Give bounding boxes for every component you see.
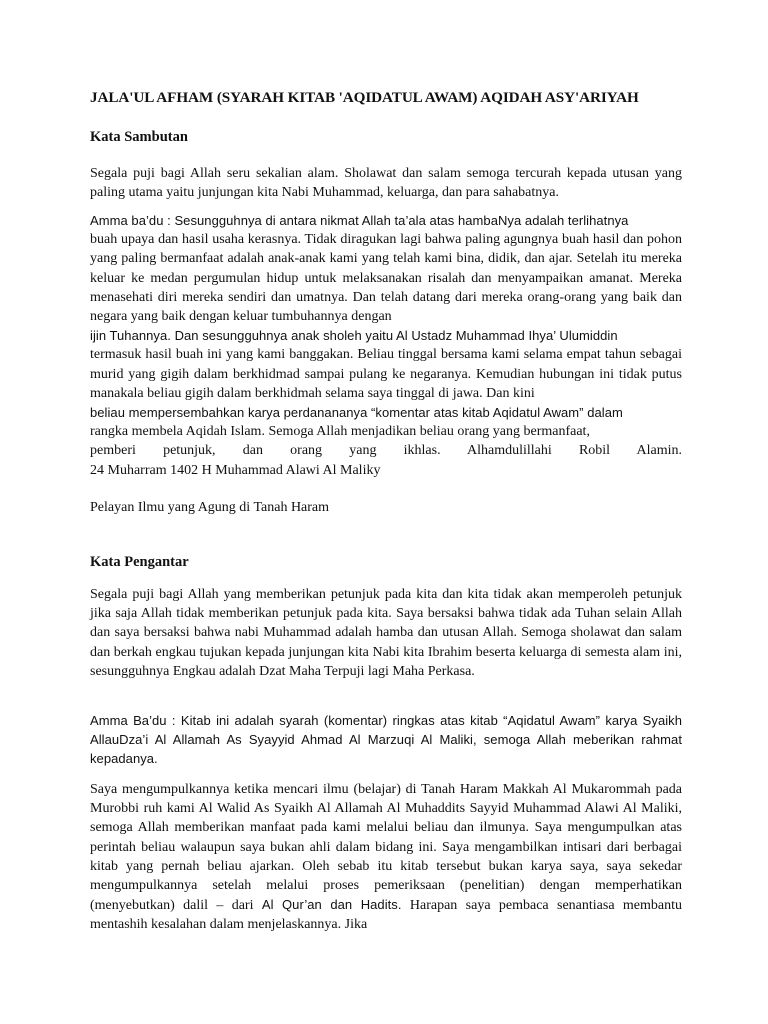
heading-kata-sambutan: Kata Sambutan bbox=[90, 129, 188, 145]
pengantar-paragraph-2: Amma Ba’du : Kitab ini adalah syarah (komentar) ringkas atas kitab “Aqidatul Awam” karya Syaikh AllauDza’i Al Allamah As Syayyid Ahmad Al Marzuqi Al Maliki, semoga Allah meberikan rahmat kepadanya. bbox=[90, 713, 682, 767]
pengantar-p3-a: Saya mengumpulkannya ketika mencari ilmu (belajar) di Tanah Haram Makkah Al Mukarommah pada Murobbi ruh kami Al Walid As Syaikh Al Allamah Al Muhaddits Sayyid Muhammad Alawi Al Maliki, semoga Allah memberikan manfaat pada kami melalui beliau dan ilmunya. Saya mengumpulkan atas perintah beliau walaupun saya bukan ahli dalam bidang ini. Saya mengambilkan intisari dari berbagai kitab yang pernah beliau ajarkan. Oleh sebab itu kitab tersebut bukan karya saya, saya sekedar mengumpulkannya setelah melalui proses pemeriksaan (penelitian) dengan memperhatikan (menyebutkan) dalil – dari bbox=[90, 782, 682, 914]
sambutan-p2-alt-a: ijin Tuhannya. Dan sesungguhnya anak sholeh yaitu Al Ustadz Muhammad Ihya’ Ulumiddin bbox=[90, 328, 618, 344]
sambutan-p2-body-a: buah upaya dan hasil usaha kerasnya. Tidak diragukan lagi bahwa paling agungnya buah hasil dan pohon yang paling bermanfaat adalah anak-anak kami yang telah kami bina, didik, dan ajar. Setelah itu mereka keluar ke medan pergumulan hidup untuk melaksanakan risalah dan menyampaikan amanat. Mereka menasehati diri mereka sendiri dan umatnya. Dan telah datang dari mereka orang-orang yang baik dan negara yang baik dengan keluar tumbuhannya dengan bbox=[90, 232, 682, 325]
sambutan-subtitle: Pelayan Ilmu yang Agung di Tanah Haram bbox=[90, 500, 330, 515]
pengantar-p3-b: Harapan saya pembaca senantiasa membantu mentashih kesalahan dalam menjelaskannya. Jika bbox=[90, 898, 682, 933]
document-title: JALA'UL AFHAM (SYARAH KITAB 'AQIDATUL AWAM) AQIDAH ASY'ARIYAH bbox=[90, 89, 639, 106]
sambutan-signature: 24 Muharram 1402 H Muhammad Alawi Al Maliky bbox=[90, 462, 381, 478]
pengantar-paragraph-3 bbox=[90, 780, 682, 935]
heading-kata-pengantar: Kata Pengantar bbox=[90, 554, 189, 570]
sambutan-p2-body-d: pemberi petunjuk, dan orang yang ikhlas. Alhamdulillahi Robil Alamin. bbox=[90, 443, 682, 459]
sambutan-p2-body-b: termasuk hasil buah ini yang kami banggakan. Beliau tinggal bersama kami selama empat tahun sebagai murid yang gigih dalam berkhidmad sampai pulang ke negaranya. Kemudian hubungan ini tidak putus manakala beliau gigih dalam berkhidmah selama saya tinggal di jawa. Dan kini bbox=[90, 347, 682, 401]
sambutan-p2-body-c: rangka membela Aqidah Islam. Semoga Allah menjadikan beliau orang yang bermanfaat, bbox=[90, 424, 590, 440]
sambutan-paragraph-2 bbox=[90, 211, 682, 480]
sambutan-paragraph-1: Segala puji bagi Allah seru sekalian alam. Sholawat dan salam semoga tercurah kepada utusan yang paling utama yaitu junjungan kita Nabi Muhammad, keluarga, dan para sahabatnya. bbox=[90, 166, 682, 201]
pengantar-paragraph-1: Segala puji bagi Allah yang memberikan petunjuk pada kita dan kita tidak akan memperoleh petunjuk jika saja Allah tidak memberikan petunjuk pada kita. Saya bersaksi bahwa tidak ada Tuhan selain Allah dan saya bersaksi bahwa nabi Muhammad adalah hamba dan utusan Allah. Semoga sholawat dan salam dan berkah engkau tujukan kepada junjungan kita Nabi kita Ibrahim beserta keluarga di semesta alam ini, sesungguhnya Engkau adalah Dzat Maha Terpuji lagi Maha Perkasa. bbox=[90, 587, 682, 679]
sambutan-p2-opening: Amma ba’du : Sesungguhnya di antara nikmat Allah ta’ala atas hambaNya adalah terlihatnya bbox=[90, 213, 629, 228]
pengantar-p3-alt: Al Qur’an dan Hadits. bbox=[261, 897, 402, 913]
sambutan-p2-alt-b: beliau mempersembahkan karya perdanananya “komentar atas kitab Aqidatul Awam” dalam bbox=[90, 405, 623, 421]
